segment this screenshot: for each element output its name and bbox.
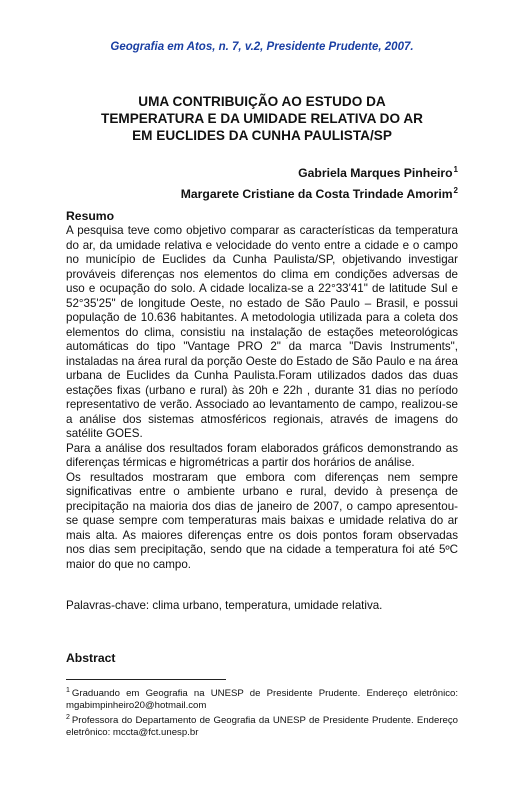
author-footnote-mark: 1	[453, 165, 458, 174]
author-name: Gabriela Marques Pinheiro	[298, 166, 453, 180]
keywords: Palavras-chave: clima urbano, temperatura, umidade relativa.	[66, 599, 383, 612]
footnote	[66, 712, 458, 739]
author	[181, 182, 458, 203]
title-line: EM EUCLIDES DA CUNHA PAULISTA/SP	[132, 128, 392, 143]
footnote-divider	[66, 679, 226, 680]
footnote	[66, 685, 458, 712]
resumo-body	[66, 224, 458, 572]
footnote-text: Graduando em Geografia na UNESP de Presidente Prudente. Endereço eletrônico: mgabimpinheiro20@hotmail.com	[66, 688, 458, 711]
title-line: TEMPERATURA E DA UMIDADE RELATIVA DO AR	[101, 111, 423, 126]
paragraph: Os resultados mostraram que embora com diferenças nem sempre significativas entre o ambiente urbano e rural, devido à presença de precipitação na maioria dos dias de janeiro de 2007, o campo apresentou-se quase sempre com temperaturas mais baixas e umidade relativa do ar mais alta. As maiores diferenças entre os dois pontos foram observadas nos dias sem precipitação, sendo que na cidade a temperatura foi até 5ºC maior do que no campo.	[66, 470, 458, 571]
title-line: UMA CONTRIBUIÇÃO AO ESTUDO DA	[138, 94, 386, 109]
author-name: Margarete Cristiane da Costa Trindade Amorim	[180, 187, 453, 201]
journal-header: Geografia em Atos, n. 7, v.2, Presidente Prudente, 2007.	[110, 41, 414, 53]
footnote-mark: 2	[66, 714, 70, 721]
abstract-heading: Abstract	[66, 651, 116, 665]
author-footnote-mark: 2	[453, 186, 458, 195]
paragraph: A pesquisa teve como objetivo comparar as características da temperatura do ar, da umidade relativa e velocidade do vento entre a cidade e o campo no município de Euclides da Cunha Paulista/SP, objetivando investigar prováveis diferenças nos elementos do clima em condições adversas de uso e ocupação do solo. A cidade localiza-se a 22°33'41" de latitude Sul e 52°35'25" de longitude Oeste, no estado de São Paulo – Brasil, e possui população de 10.636 habitantes. A metodologia utilizada para a coleta dos elementos do clima, consistiu na instalação de estações meteorológicas automáticas do tipo "Vantage PRO 2" da marca "Davis Instruments", instaladas na área rural da porção Oeste do Estado de São Paulo e na área urbana de Euclides da Cunha Paulista.Foram utilizados dados das duas estações fixas (urbano e rural) às 20h e 22h , durante 31 dias no período representativo de verão. Associado ao levantamento de campo, realizou-se a análise dos sistemas atmosféricos regionais, através de imagens do satélite GOES.	[66, 224, 458, 440]
author	[181, 161, 458, 182]
footnote-mark: 1	[66, 687, 70, 694]
paper-title	[66, 93, 458, 144]
footnote-text: Professora do Departamento de Geografia da UNESP de Presidente Prudente. Endereço eletrônico: mccta@fct.unesp.br	[66, 715, 458, 738]
author-list	[181, 161, 458, 203]
resumo-heading: Resumo	[66, 209, 115, 223]
footnotes	[66, 685, 458, 739]
paragraph: Para a análise dos resultados foram elaborados gráficos demonstrando as diferenças térmicas e higrométricas a partir dos horários de análise.	[66, 441, 458, 469]
